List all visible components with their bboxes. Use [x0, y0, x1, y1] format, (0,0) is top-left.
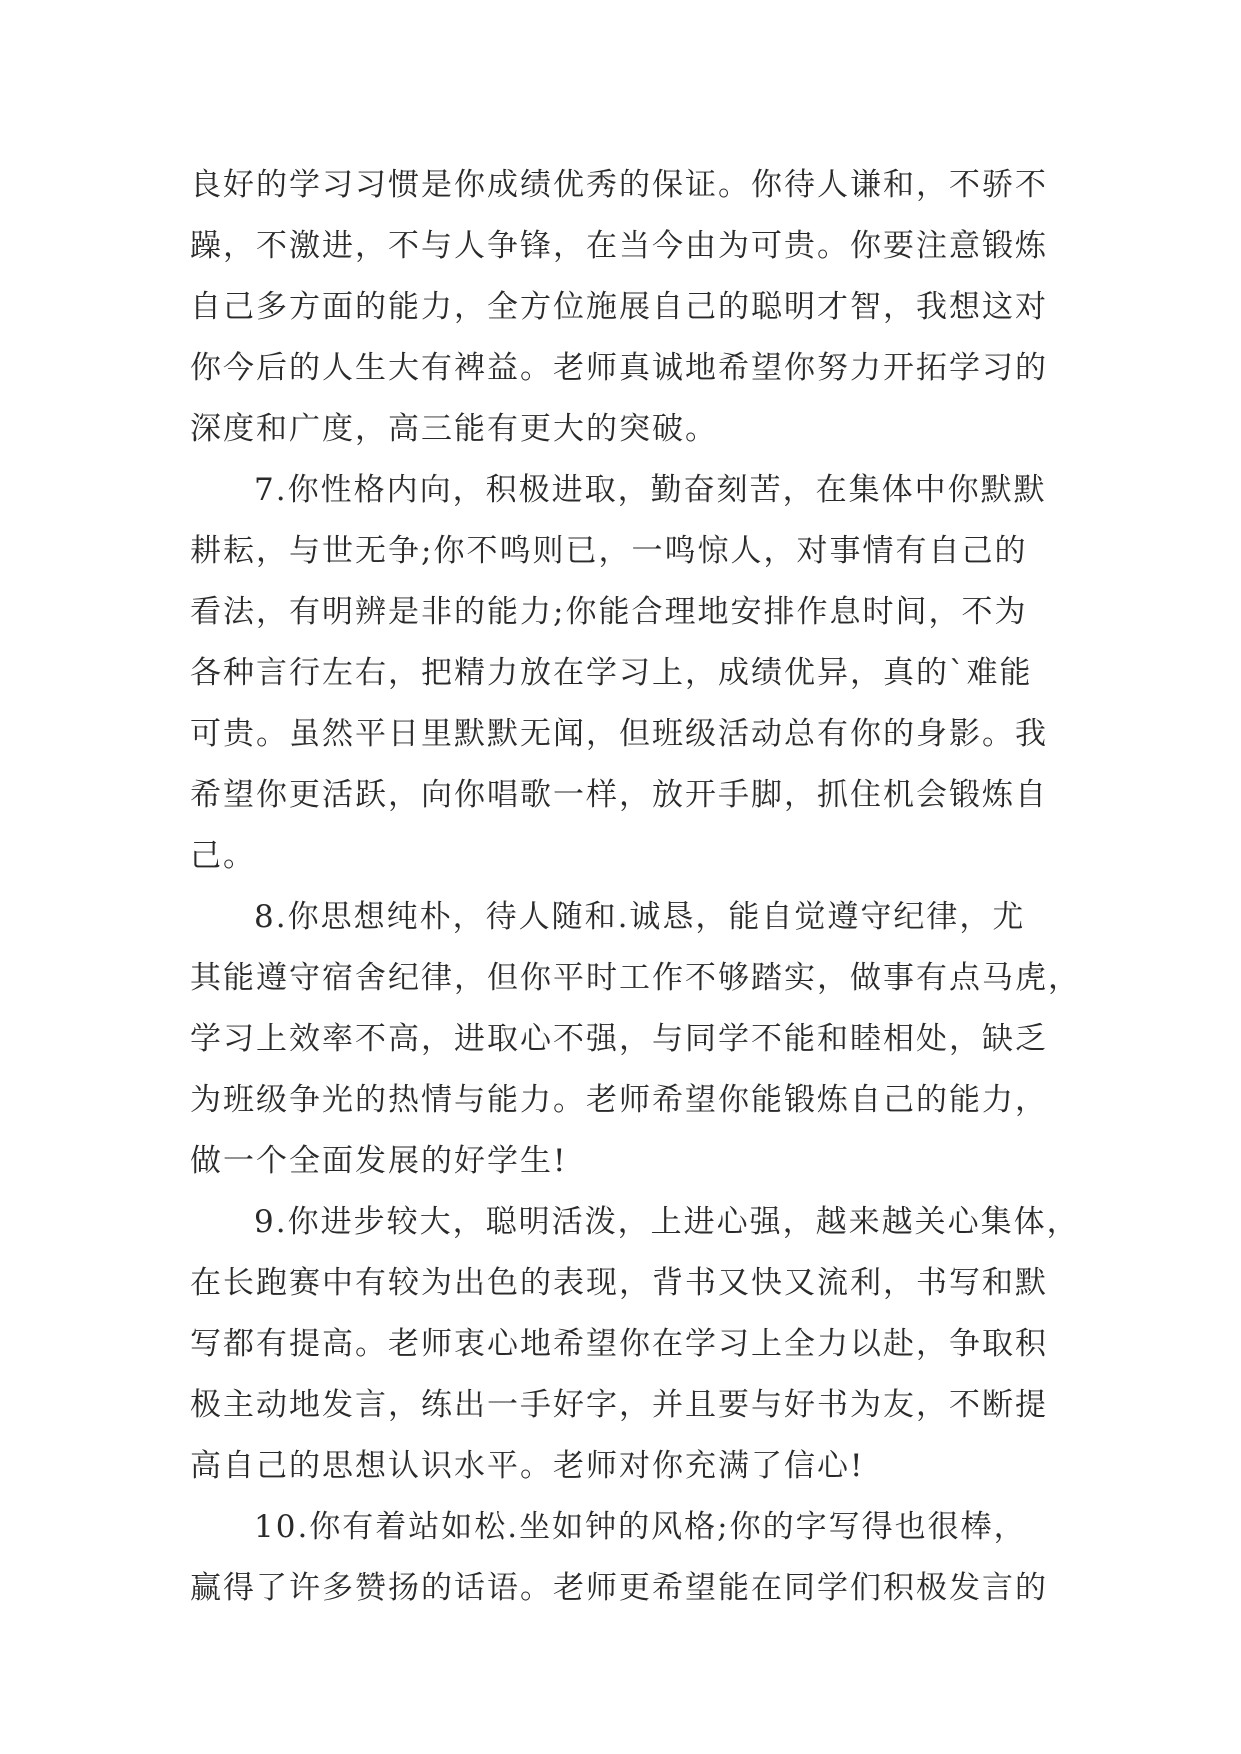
paragraph-10-start: 10.你有着站如松.坐如钟的风格;你的字写得也很棒，: [254, 1509, 1027, 1545]
text-line: 可贵。虽然平日里默默无闻，但班级活动总有你的身影。我: [190, 716, 1048, 752]
text-line: 极主动地发言，练出一手好字，并且要与好书为友，不断提: [190, 1387, 1048, 1423]
text-line: 希望你更活跃，向你唱歌一样，放开手脚，抓住机会锻炼自: [190, 777, 1048, 813]
document-body: [190, 155, 1081, 1619]
paragraph-9-start: 9.你进步较大，聪明活泼，上进心强，越来越关心集体，: [254, 1204, 1080, 1240]
text-line: 赢得了许多赞扬的话语。老师更希望能在同学们积极发言的: [190, 1570, 1048, 1606]
text-line: 高自己的思想认识水平。老师对你充满了信心!: [190, 1448, 865, 1484]
text-line: 己。: [190, 838, 256, 874]
text-line: 深度和广度，高三能有更大的突破。: [190, 411, 718, 447]
text-line: 为班级争光的热情与能力。老师希望你能锻炼自己的能力，: [190, 1082, 1048, 1118]
text-line: 看法，有明辨是非的能力;你能合理地安排作息时间，不为: [190, 594, 1028, 630]
text-line: 在长跑赛中有较为出色的表现，背书又快又流利，书写和默: [190, 1265, 1048, 1301]
text-line: 耕耘，与世无争;你不鸣则已，一鸣惊人，对事情有自己的: [190, 533, 1028, 569]
text-line: 躁，不激进，不与人争锋，在当今由为可贵。你要注意锻炼: [190, 228, 1048, 264]
text-line: 各种言行左右，把精力放在学习上，成绩优异，真的`难能: [190, 655, 1033, 691]
text-line: 写都有提高。老师衷心地希望你在学习上全力以赴，争取积: [190, 1326, 1048, 1362]
text-line: 自己多方面的能力，全方位施展自己的聪明才智，我想这对: [190, 289, 1048, 325]
text-line: 其能遵守宿舍纪律，但你平时工作不够踏实，做事有点马虎，: [190, 960, 1081, 996]
text-line: 做一个全面发展的好学生!: [190, 1143, 568, 1179]
text-line: 你今后的人生大有裨益。老师真诚地希望你努力开拓学习的: [190, 350, 1048, 386]
text-line: 学习上效率不高，进取心不强，与同学不能和睦相处，缺乏: [190, 1021, 1048, 1057]
paragraph-8-start: 8.你思想纯朴，待人随和.诚恳，能自觉遵守纪律，尤: [254, 899, 1026, 935]
text-line: 良好的学习习惯是你成绩优秀的保证。你待人谦和，不骄不: [190, 167, 1048, 203]
paragraph-7-start: 7.你性格内向，积极进取，勤奋刻苦，在集体中你默默: [254, 472, 1047, 508]
